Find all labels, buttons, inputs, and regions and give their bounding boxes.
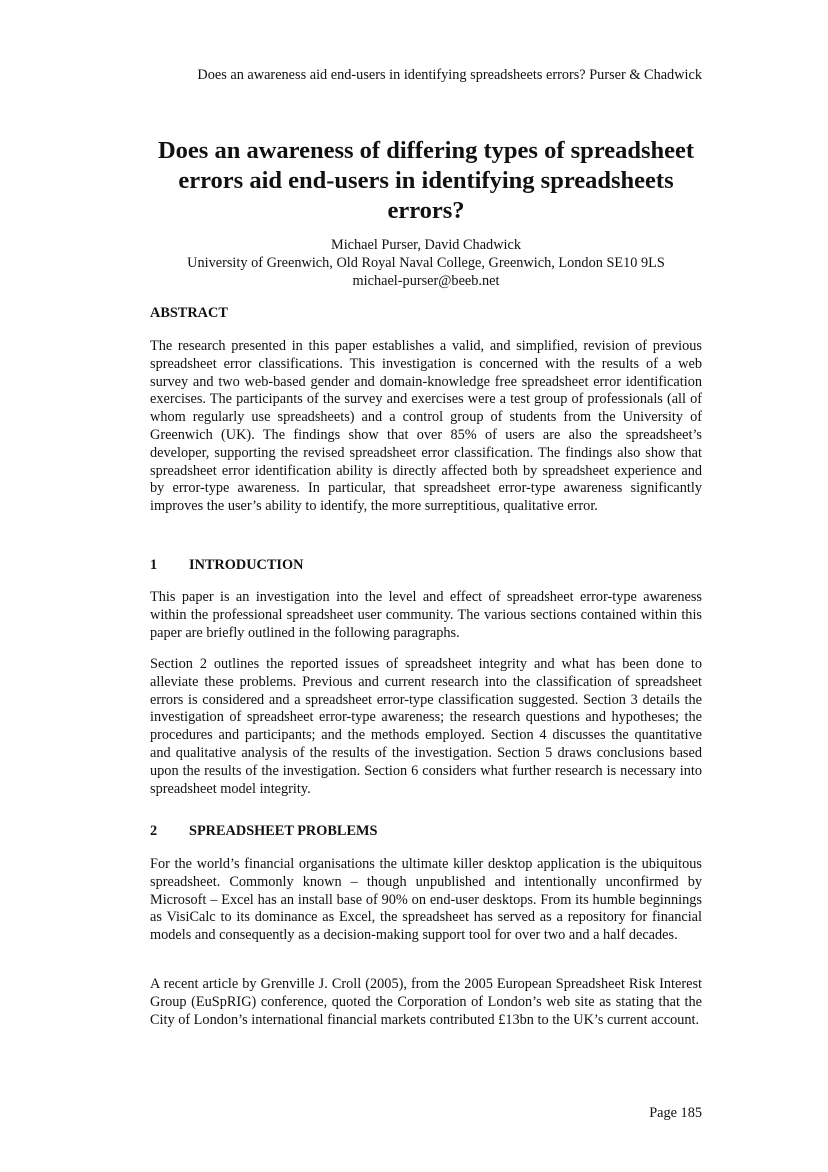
section-title: INTRODUCTION xyxy=(189,557,304,573)
author-block xyxy=(130,236,722,290)
section-title: SPREADSHEET PROBLEMS xyxy=(189,823,378,839)
section-2-heading xyxy=(150,822,377,840)
section-1-heading xyxy=(150,556,303,574)
section-2-paragraph-2: A recent article by Grenville J. Croll (2005), from the 2005 European Spreadsheet Risk Interest Group (EuSpRIG) conference, quoted the Corporation of London’s web site as stating that the City of London’s international financial markets contributed £13bn to the UK’s current account. xyxy=(150,976,702,1028)
author-email: michael-purser@beeb.net xyxy=(352,273,500,289)
section-2-paragraph-1: For the world’s financial organisations the ultimate killer desktop application is the ubiquitous spreadsheet. Commonly known – though unpublished and intentionally unconfirmed by Microsoft – Excel has an install base of 90% on end-user desktops. From its humble beginnings as VisiCalc to its dominance as Excel, the spreadsheet has served as a repository for financial models and consequently as a decision-making support tool for over two and a half decades. xyxy=(150,856,702,944)
page-number: Page 185 xyxy=(649,1105,702,1121)
section-1-paragraph-1: This paper is an investigation into the level and effect of spreadsheet error-type awareness within the professional spreadsheet user community. The various sections contained within this paper are briefly outlined in the following paragraphs. xyxy=(150,589,702,641)
section-1-paragraph-2: Section 2 outlines the reported issues of spreadsheet integrity and what has been done to alleviate these problems. Previous and current research into the classification of spreadsheet errors is considered and a spreadsheet error-type classification suggested. Section 3 details the investigation of spreadsheet error-type awareness; the research questions and hypotheses; the procedures and participants; and the methods employed. Section 4 discusses the quantitative and qualitative analysis of the results of the investigation. Section 5 draws conclusions based upon the results of the investigation. Section 6 considers what further research is necessary into spreadsheet model integrity. xyxy=(150,656,702,797)
paper-title: Does an awareness of differing types of spreadsheet errors aid end-users in identifying spreadsheets errors? xyxy=(157,137,695,224)
section-number: 2 xyxy=(150,823,158,839)
section-number: 1 xyxy=(150,557,158,573)
author-names: Michael Purser, David Chadwick xyxy=(330,237,521,253)
abstract-heading: ABSTRACT xyxy=(150,305,228,321)
author-affiliation: University of Greenwich, Old Royal Naval College, Greenwich, London SE10 9LS xyxy=(187,255,665,271)
running-header: Does an awareness aid end-users in identifying spreadsheets errors? Purser & Chadwick xyxy=(197,67,702,83)
abstract-text: The research presented in this paper establishes a valid, and simplified, revision of previous spreadsheet error classifications. This investigation is concerned with the results of a web survey and two web-based gender and domain-knowledge free spreadsheet error identification exercises. The participants of the survey and exercises were a test group of professionals (all of whom regularly use spreadsheets) and a control group of students from the University of Greenwich (UK). The findings show that over 85% of users are also the spreadsheet’s developer, supporting the revised spreadsheet error classification. The findings also show that spreadsheet error identification ability is directly affected both by spreadsheet experience and by error-type awareness. In particular, that spreadsheet error-type awareness significantly improves the user’s ability to identify, the more surreptitious, qualitative error. xyxy=(150,338,702,515)
